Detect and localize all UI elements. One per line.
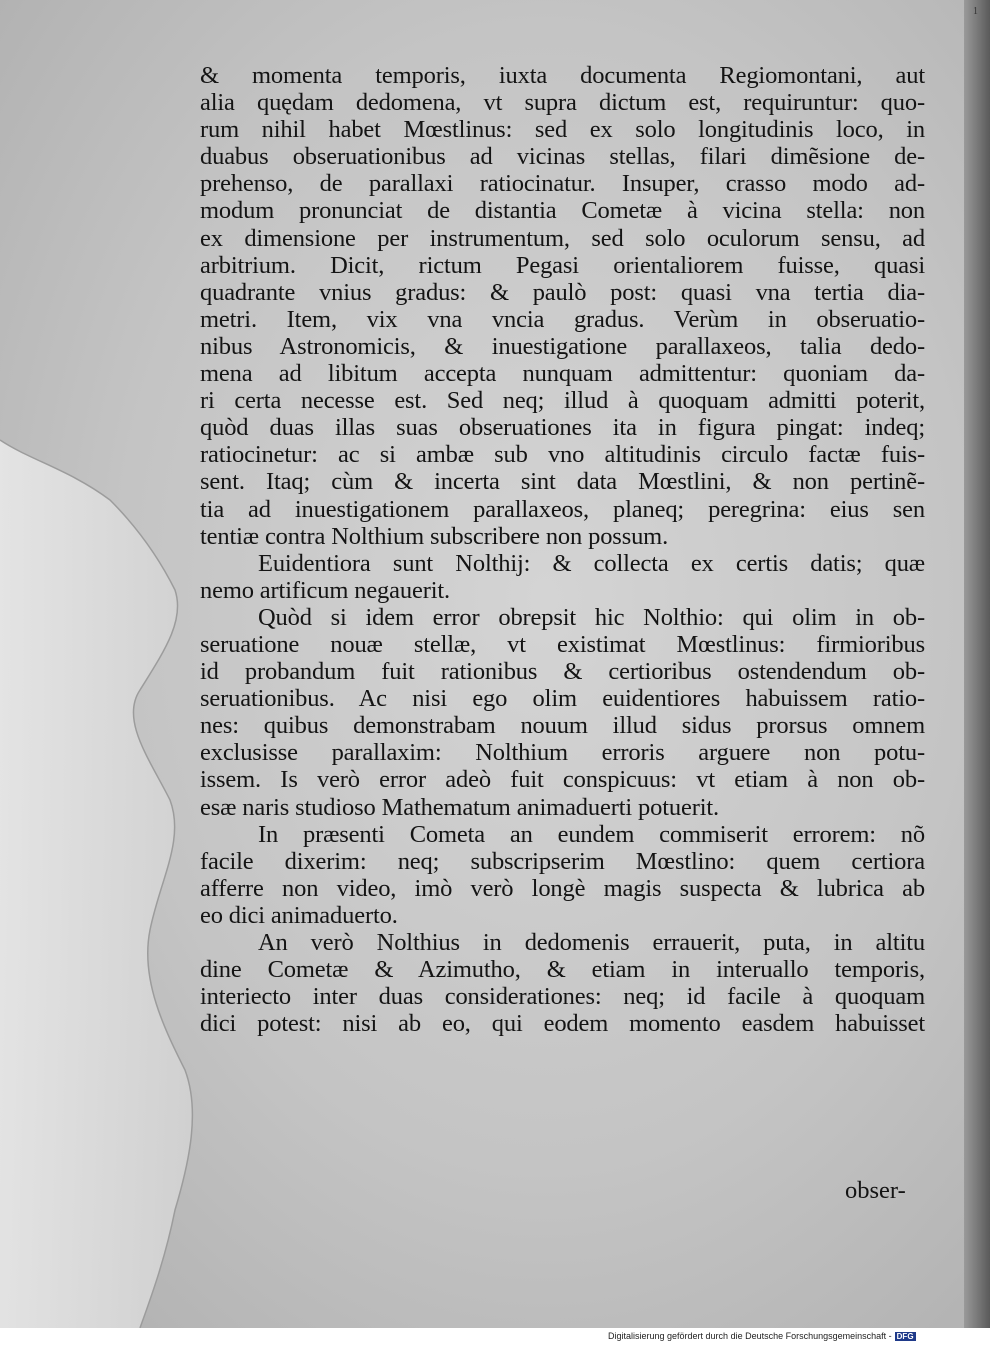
text-line: seruatione nouæ stellæ, vt existimat Mœstlinus: firmioribus xyxy=(200,630,925,658)
text-line: nes: quibus demonstrabam nouum illud sidus prorsus omnem xyxy=(200,712,925,740)
text-line: ex dimensione per instrumentum, sed solo oculorum sensu, ad xyxy=(200,224,925,252)
text-line: id probandum fuit rationibus & certioribus ostendendum ob- xyxy=(200,658,925,686)
text-line: tentiæ contra Nolthium subscribere non possum. xyxy=(200,522,669,550)
text-line: nibus Astronomicis, & inuestigatione parallaxeos, talia dedo- xyxy=(200,332,925,360)
paragraph-first-line: In præsenti Cometa an eundem commiserit errorem: nõ xyxy=(258,820,925,848)
text-line: seruationibus. Ac nisi ego olim euidentiores habuissem ratio- xyxy=(200,685,925,713)
page-edge-shadow xyxy=(964,0,990,1328)
text-line: ratiocinetur: ac si ambæ sub vno altitudinis circulo factæ fuis- xyxy=(200,441,925,469)
text-line: rum nihil habet Mœstlinus: sed ex solo longitudinis loco, in xyxy=(200,116,925,144)
text-line: ri certa necesse est. Sed neq; illud à quoquam admitti poterit, xyxy=(200,387,925,415)
text-line: quòd duas illas suas obseruationes ita in figura pingat: indeq; xyxy=(200,414,925,442)
footer-text: Digitalisierung gefördert durch die Deutsche Forschungsgemeinschaft - xyxy=(608,1331,892,1341)
text-line: dine Cometæ & Azimutho, & etiam in interuallo temporis, xyxy=(200,956,925,984)
paragraph-first-line: Euidentiora sunt Nolthij: & collecta ex certis datis; quæ xyxy=(258,549,925,577)
body-text xyxy=(200,62,925,1037)
text-line: & momenta temporis, iuxta documenta Regiomontani, aut xyxy=(200,62,925,89)
text-line: dici potest: nisi ab eo, qui eodem momento easdem habuisset xyxy=(200,1010,925,1038)
text-line: metri. Item, vix vna vncia gradus. Verùm in obseruatio- xyxy=(200,305,925,333)
text-line: duabus obseruationibus ad vicinas stellas, filari dimẽsione de- xyxy=(200,143,925,171)
text-line: facile dixerim: neq; subscripserim Mœstlino: quem certiora xyxy=(200,847,925,875)
corner-mark: 1 xyxy=(973,6,978,17)
text-line: tia ad inuestigationem parallaxeos, planeq; peregrina: eius sen xyxy=(200,495,925,523)
text-line: eo dici animaduerto. xyxy=(200,901,398,929)
text-line: afferre non video, imò verò longè magis suspecta & lubrica ab xyxy=(200,874,925,902)
paragraph-first-line: An verò Nolthius in dedomenis errauerit, puta, in altitu xyxy=(258,929,925,956)
text-line: modum pronunciat de distantia Cometæ à vicina stella: non xyxy=(200,197,925,225)
paragraph-first-line: Quòd si idem error obrepsit hic Nolthio: qui olim in ob- xyxy=(258,603,925,631)
text-line: mena ad libitum accepta nunquam admittentur: quoniam da- xyxy=(200,360,925,388)
text-line: arbitrium. Dicit, rictum Pegasi orientaliorem fuisse, quasi xyxy=(200,251,925,279)
text-line: nemo artificum negauerit. xyxy=(200,576,450,604)
text-line: esæ naris studioso Mathematum animaduerti potuerit. xyxy=(200,793,720,821)
text-line: alia quędam dedomena, vt supra dictum est, requiruntur: quo- xyxy=(200,89,925,117)
dfg-logo: DFG xyxy=(896,1332,914,1342)
text-line: interiecto inter duas considerationes: neq; id facile à quoquam xyxy=(200,983,925,1011)
text-line: quadrante vnius gradus: & paulò post: quasi vna tertia dia- xyxy=(200,278,925,306)
text-line: prehenso, de parallaxi ratiocinatur. Insuper, crasso modo ad- xyxy=(200,170,925,198)
catchword: obser- xyxy=(845,1177,906,1204)
footer-credit xyxy=(608,1331,916,1341)
text-line: issem. Is verò error adeò fuit conspicuus: vt etiam à non ob- xyxy=(200,766,925,794)
text-line: exclusisse parallaxim: Nolthium erroris arguere non potu- xyxy=(200,739,925,767)
text-line: sent. Itaq; cùm & incerta sint data Mœstlini, & non pertinẽ- xyxy=(200,468,925,496)
